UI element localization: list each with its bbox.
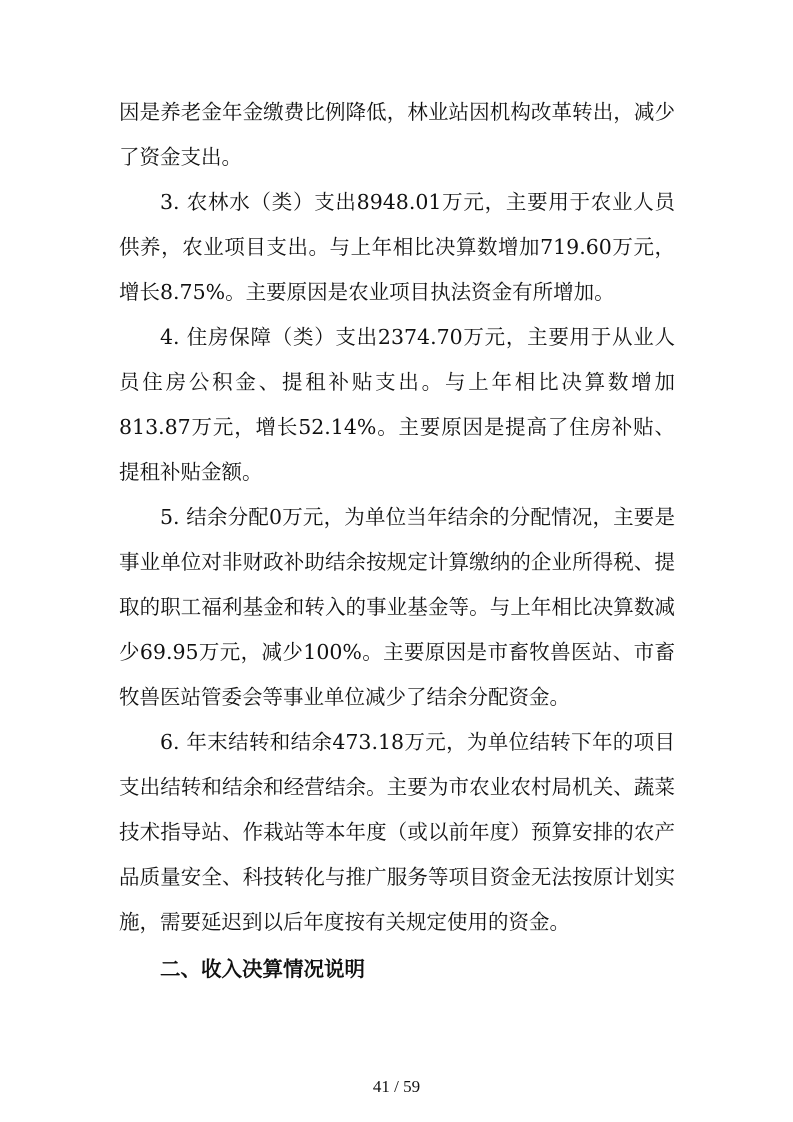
paragraph-year-end-carryover: 6. 年末结转和结余473.18万元，为单位结转下年的项目支出结转和结余和经营结余。主要为市农业农村局机关、蔬菜技术指导站、作栽站等本年度（或以前年度）预算安排的农产品质量安全、科技转化与推广服务等项目资金无法按原计划实施，需要延迟到以后年度按有关规定使用的资金。 (119, 730, 675, 934)
paragraph-agriculture-forestry-water: 3. 农林水（类）支出8948.01万元，主要用于农业人员供养，农业项目支出。与上年相比决算数增加719.60万元，增长8.75%。主要原因是农业项目执法资金有所增加。 (119, 190, 675, 304)
page-number: 41 / 59 (372, 1077, 421, 1096)
paragraph-housing-security: 4. 住房保障（类）支出2374.70万元，主要用于从业人员住房公积金、提租补贴支出。与上年相比决算数增加813.87万元，增长52.14%。主要原因是提高了住房补贴、提租补贴金额。 (119, 325, 675, 484)
section-heading: 二、收入决算情况说明 (160, 957, 365, 981)
paragraph-continuation: 因是养老金年金缴费比例降低，林业站因机构改革转出，减少了资金支出。 (119, 100, 675, 169)
paragraph-surplus-distribution: 5. 结余分配0万元，为单位当年结余的分配情况，主要是事业单位对非财政补助结余按规定计算缴纳的企业所得税、提取的职工福利基金和转入的事业基金等。与上年相比决算数减少69.95万元，减少100%。主要原因是市畜牧兽医站、市畜牧兽医站管委会等事业单位减少了结余分配资金。 (119, 505, 675, 709)
document-body (119, 90, 675, 992)
